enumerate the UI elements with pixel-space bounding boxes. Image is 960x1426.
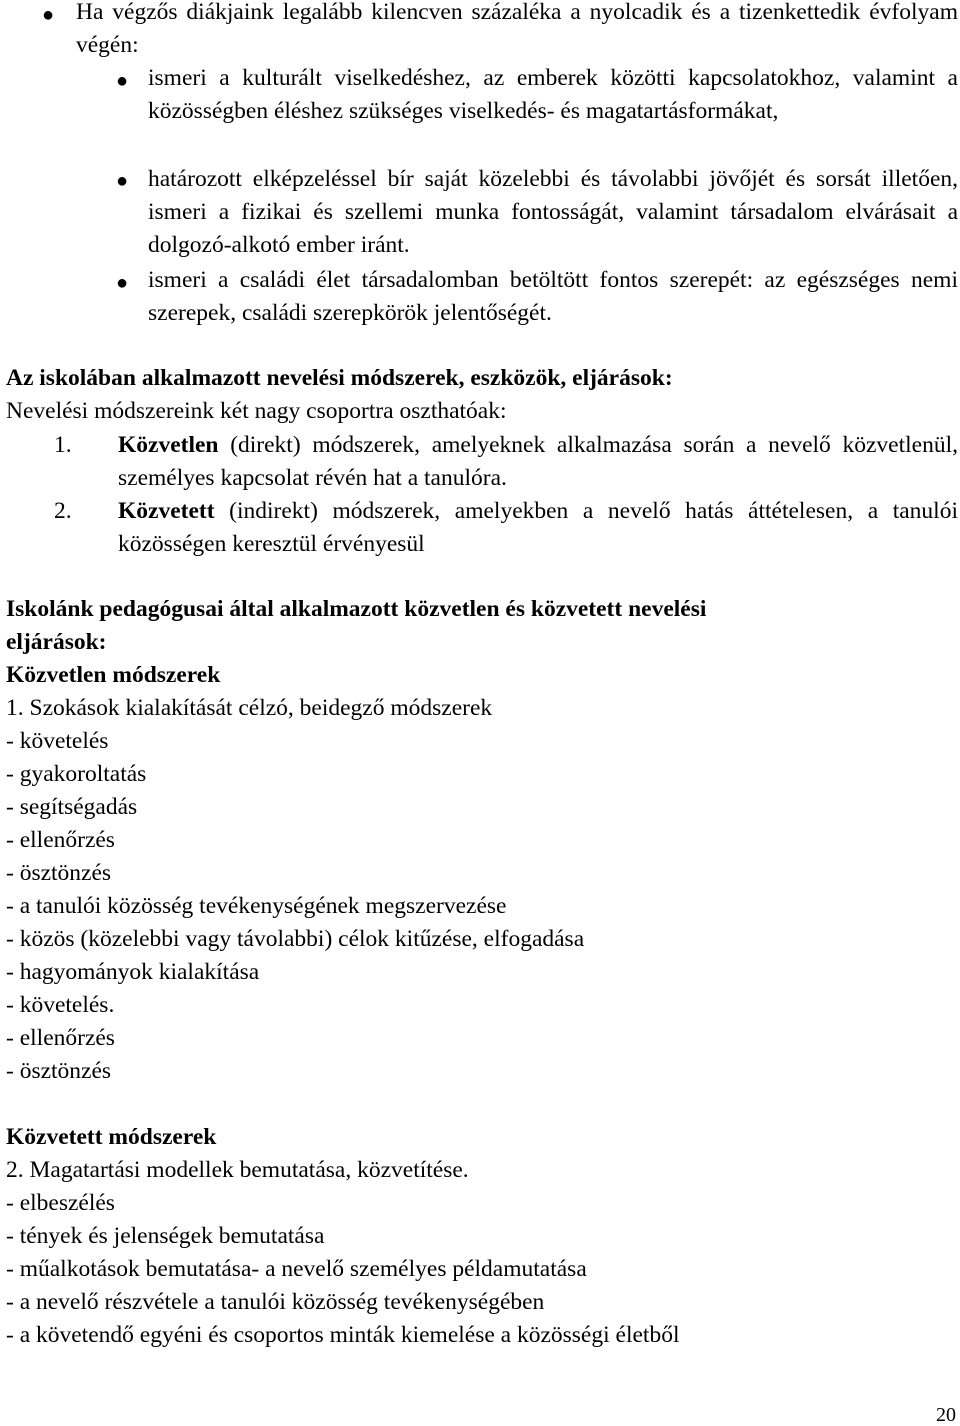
sub-list-item: ismeri a kulturált viselkedéshez, az emberek közötti kapcsolatokhoz, valamint a közösségben éléshez szükséges viselkedés- és magatartásformákat,	[148, 65, 958, 124]
subsection-title: Közvetlen módszerek	[6, 662, 221, 688]
numbered-item	[118, 495, 958, 561]
list-item: - hagyományok kialakítása	[6, 959, 260, 985]
list-item: - gyakoroltatás	[6, 761, 147, 787]
numbered-item-description: (indirekt) módszerek, amelyekben a nevelő hatás áttételesen, a tanulói közösségen keresztül érvényesül	[118, 498, 958, 557]
sub-list-item: határozott elképzeléssel bír saját közelebbi és távolabbi jövőjét és sorsát illetően, ismeri a fizikai és szellemi munka fontosságát, valamint társadalom elvárásait a dolgozó-alkotó ember iránt.	[148, 166, 958, 258]
numbered-item-term: Közvetlen	[118, 432, 219, 458]
list-item: - a követendő egyéni és csoportos minták kiemelése a közösségi életből	[6, 1322, 680, 1348]
bullet-icon: ●	[116, 70, 129, 92]
section-heading: Az iskolában alkalmazott nevelési módszerek, eszközök, eljárások:	[6, 365, 673, 391]
section-heading: Iskolánk pedagógusai által alkalmazott közvetlen és közvetett nevelési	[6, 596, 707, 622]
section-heading-continued: eljárások:	[6, 629, 107, 655]
list-item: - elbeszélés	[6, 1190, 115, 1216]
section-intro: Nevelési módszereink két nagy csoportra oszthatóak:	[6, 398, 507, 424]
list-item: - ellenőrzés	[6, 827, 115, 853]
list-item: - műalkotások bemutatása- a nevelő személyes példamutatása	[6, 1256, 587, 1282]
page-number: 20	[936, 1404, 956, 1426]
subsection-subtitle: 1. Szokások kialakítását célzó, beidegző módszerek	[6, 695, 493, 721]
list-item: - a tanulói közösség tevékenységének megszervezése	[6, 893, 507, 919]
list-item: - ösztönzés	[6, 860, 112, 886]
list-number: 1.	[54, 432, 72, 458]
subsection-title: Közvetett módszerek	[6, 1124, 217, 1150]
sub-list-item: ismeri a családi élet társadalomban betöltött fontos szerepét: az egészséges nemi szerepek, családi szerepkörök jelentőségét.	[148, 267, 958, 326]
numbered-item-description: (direkt) módszerek, amelyeknek alkalmazása során a nevelő közvetlenül, személyes kapcsolat révén hat a tanulóra.	[118, 432, 958, 491]
intro-paragraph: Ha végzős diákjaink legalább kilencven százaléka a nyolcadik és a tizenkettedik évfolyam végén:	[76, 0, 958, 58]
list-item: - ösztönzés	[6, 1058, 112, 1084]
list-item: - ellenőrzés	[6, 1025, 115, 1051]
bullet-icon: ●	[42, 4, 55, 26]
list-item: - segítségadás	[6, 794, 138, 820]
list-item: - követelés	[6, 728, 109, 754]
list-item: - tények és jelenségek bemutatása	[6, 1223, 325, 1249]
numbered-item-term: Közvetett	[118, 498, 215, 524]
list-item: - közös (közelebbi vagy távolabbi) célok kitűzése, elfogadása	[6, 926, 585, 952]
list-number: 2.	[54, 498, 72, 524]
bullet-icon: ●	[116, 170, 129, 192]
list-item: - követelés.	[6, 992, 115, 1018]
numbered-item	[118, 429, 958, 495]
subsection-subtitle: 2. Magatartási modellek bemutatása, közvetítése.	[6, 1157, 469, 1183]
bullet-icon: ●	[116, 272, 129, 294]
list-item: - a nevelő részvétele a tanulói közösség tevékenységében	[6, 1289, 545, 1315]
